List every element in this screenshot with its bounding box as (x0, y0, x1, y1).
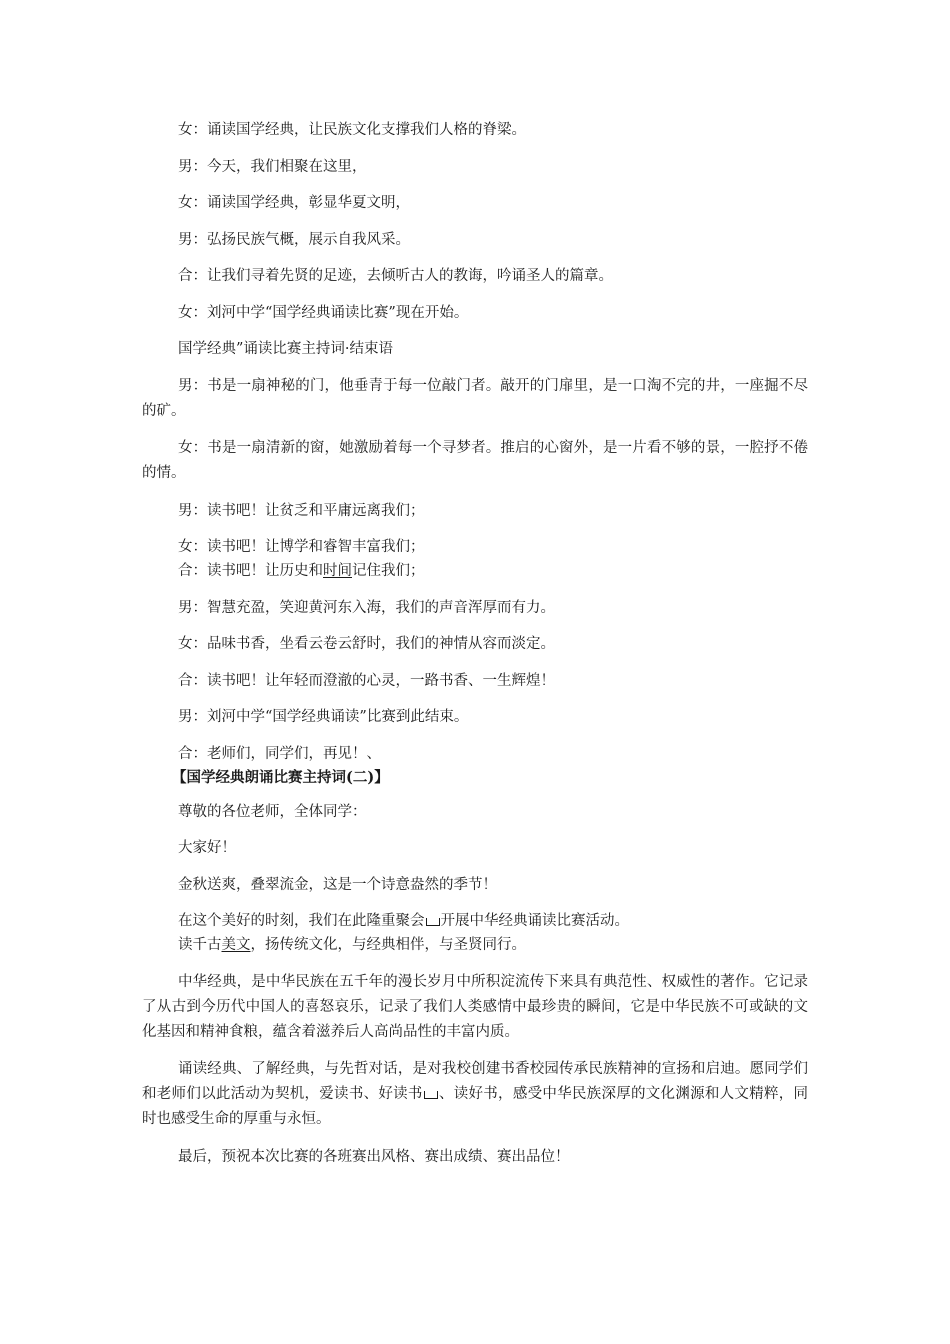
paragraph: 合：读书吧！让年轻而澄澈的心灵，一路书香、一生辉煌！ (178, 672, 555, 689)
underlined-link[interactable]: 美文 (221, 937, 251, 953)
paragraph: 男：弘扬民族气概，展示自我风采。 (178, 231, 410, 248)
text-segment: 、读好书，感受中华民族深厚的文化渊源和人文精粹，同时也感受生命的厚重与永恒。 (142, 1086, 809, 1127)
text-segment: 诵读经典、了解经典，与先哲对话，是对我校创建书香校园传承民族精神的宣扬和启迪。愿同学们和老师们以此活动为契机，爱读书、好读书 (142, 1061, 808, 1102)
paragraph: 女：诵读国学经典，彰显华夏文明， (178, 195, 410, 211)
paragraph (142, 1057, 808, 1132)
paragraph (142, 909, 808, 933)
paragraph: 男：今天，我们相聚在这里， (178, 158, 367, 175)
paragraph: 女：书是一扇清新的窗，她激励着每一个寻梦者。推启的心窗外，是一片看不够的景，一腔抒不倦的情。 (142, 440, 808, 481)
paragraph: 大家好！ (178, 840, 236, 856)
document-body (142, 118, 808, 1181)
paragraph (142, 559, 808, 583)
paragraph: 女：读书吧！让博学和睿智丰富我们； (178, 539, 425, 555)
section-subtitle: 国学经典”诵读比赛主持词·结束语 (178, 341, 394, 357)
paragraph: 合：老师们，同学们，再见！、 (178, 745, 381, 762)
text-segment: ，扬传统文化，与经典相伴，与圣贤同行。 (250, 937, 526, 953)
section-heading: 【国学经典朗诵比赛主持词(二)】 (172, 768, 389, 786)
paragraph: 合：让我们寻着先贤的足迹，去倾听古人的教诲，吟诵圣人的篇章。 (178, 268, 613, 284)
paragraph: 最后，预祝本次比赛的各班赛出风格、赛出成绩、赛出品位！ (178, 1148, 570, 1165)
text-segment: 读千古 (178, 937, 222, 953)
underlined-link[interactable]: 时间 (323, 563, 352, 579)
text-segment: 记住我们； (352, 563, 425, 579)
text-segment: 合：读书吧！让历史和 (178, 563, 323, 579)
paragraph: 男：刘河中学“国学经典诵读”比赛到此结束。 (178, 709, 469, 725)
paragraph: 女：品味书香，坐看云卷云舒时，我们的神情从容而淡定。 (178, 636, 555, 652)
paragraph: 男：智慧充盈，笑迎黄河东入海，我们的声音浑厚而有力。 (178, 599, 555, 616)
paragraph: 女：刘河中学“国学经典诵读比赛”现在开始。 (178, 304, 469, 321)
text-segment: 在这个美好的时刻，我们在此隆重聚会 (178, 913, 425, 929)
bracket-mark-icon (426, 918, 440, 926)
text-segment: 开展中华经典诵读比赛活动。 (440, 913, 629, 929)
bracket-mark-icon (424, 1091, 438, 1099)
paragraph: 中华经典，是中华民族在五千年的漫长岁月中所积淀流传下来具有典范性、权威性的著作。它记录了从古到今历代中国人的喜怒哀乐，记录了我们人类感情中最珍贵的瞬间，它是中华民族不可或缺的文化基因和精神食粮，蕴含着滋养后人高尚品性的丰富内质。 (142, 973, 808, 1040)
paragraph: 尊敬的各位老师，全体同学： (178, 803, 367, 820)
paragraph (142, 933, 808, 957)
paragraph: 金秋送爽，叠翠流金，这是一个诗意盎然的季节！ (178, 876, 497, 893)
paragraph: 男：书是一扇神秘的门，他垂青于每一位敲门者。敲开的门扉里，是一口淘不完的井，一座掘不尽的矿。 (142, 377, 808, 419)
paragraph: 女：诵读国学经典，让民族文化支撑我们人格的脊梁。 (178, 122, 526, 138)
paragraph: 男：读书吧！让贫乏和平庸远离我们； (178, 502, 425, 519)
